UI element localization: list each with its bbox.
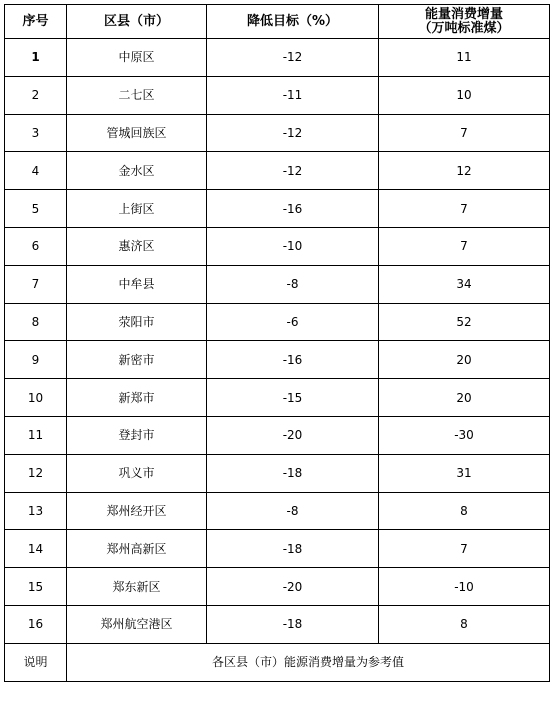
serial-cell: 14 <box>5 530 67 568</box>
serial-cell: 9 <box>5 341 67 379</box>
serial-cell: 8 <box>5 303 67 341</box>
table-row <box>5 265 550 303</box>
serial-cell: 15 <box>5 568 67 606</box>
serial-cell: 6 <box>5 227 67 265</box>
note-label: 说明 <box>5 643 67 681</box>
energy-increase-cell: 11 <box>379 39 550 77</box>
energy-increase-cell: 8 <box>379 605 550 643</box>
reduction-target-cell: -6 <box>207 303 379 341</box>
reduction-target-cell: -12 <box>207 39 379 77</box>
energy-increase-cell: 7 <box>379 227 550 265</box>
table-row <box>5 605 550 643</box>
reduction-target-cell: -18 <box>207 454 379 492</box>
serial-cell: 13 <box>5 492 67 530</box>
serial-cell: 10 <box>5 379 67 417</box>
reduction-target-cell: -18 <box>207 530 379 568</box>
reduction-target-cell: -15 <box>207 379 379 417</box>
district-cell: 中原区 <box>67 39 207 77</box>
table-row <box>5 76 550 114</box>
district-cell: 惠济区 <box>67 227 207 265</box>
reduction-target-cell: -20 <box>207 568 379 606</box>
district-cell: 登封市 <box>67 416 207 454</box>
energy-increase-cell: 20 <box>379 379 550 417</box>
district-cell: 中牟县 <box>67 265 207 303</box>
header-row <box>5 5 550 39</box>
table-row <box>5 492 550 530</box>
energy-increase-cell: 7 <box>379 114 550 152</box>
header-energy-increase-line1: 能量消费增量 <box>424 6 503 22</box>
table-row <box>5 416 550 454</box>
serial-cell: 5 <box>5 190 67 228</box>
reduction-target-cell: -20 <box>207 416 379 454</box>
district-cell: 郑东新区 <box>67 568 207 606</box>
energy-increase-cell: 52 <box>379 303 550 341</box>
serial-cell: 4 <box>5 152 67 190</box>
note-row <box>5 643 550 681</box>
district-cell: 上街区 <box>67 190 207 228</box>
district-cell: 荥阳市 <box>67 303 207 341</box>
energy-increase-cell: 7 <box>379 530 550 568</box>
serial-cell: 11 <box>5 416 67 454</box>
header-energy-increase-line2: （万吨标准煤） <box>418 20 510 36</box>
table-row <box>5 454 550 492</box>
note-text: 各区县（市）能源消费增量为参考值 <box>67 643 550 681</box>
reduction-target-cell: -8 <box>207 492 379 530</box>
serial-cell: 3 <box>5 114 67 152</box>
reduction-target-cell: -10 <box>207 227 379 265</box>
reduction-target-cell: -12 <box>207 152 379 190</box>
table-row <box>5 114 550 152</box>
header-district: 区县（市） <box>67 5 207 39</box>
table-row <box>5 152 550 190</box>
energy-increase-cell: -10 <box>379 568 550 606</box>
district-cell: 新郑市 <box>67 379 207 417</box>
header-energy-increase <box>379 5 550 39</box>
reduction-target-cell: -11 <box>207 76 379 114</box>
reduction-target-cell: -18 <box>207 605 379 643</box>
reduction-target-cell: -12 <box>207 114 379 152</box>
energy-target-table <box>4 4 550 682</box>
table-row <box>5 341 550 379</box>
energy-increase-cell: 31 <box>379 454 550 492</box>
serial-cell: 2 <box>5 76 67 114</box>
district-cell: 郑州经开区 <box>67 492 207 530</box>
reduction-target-cell: -16 <box>207 190 379 228</box>
district-cell: 二七区 <box>67 76 207 114</box>
reduction-target-cell: -16 <box>207 341 379 379</box>
serial-cell: 1 <box>5 39 67 77</box>
district-cell: 郑州高新区 <box>67 530 207 568</box>
serial-cell: 16 <box>5 605 67 643</box>
table-row <box>5 303 550 341</box>
header-reduction-target: 降低目标（%） <box>207 5 379 39</box>
table-body <box>5 39 550 644</box>
energy-increase-cell: 12 <box>379 152 550 190</box>
reduction-target-cell: -8 <box>207 265 379 303</box>
district-cell: 新密市 <box>67 341 207 379</box>
serial-cell: 7 <box>5 265 67 303</box>
table-row <box>5 568 550 606</box>
energy-increase-cell: 10 <box>379 76 550 114</box>
energy-increase-cell: -30 <box>379 416 550 454</box>
energy-increase-cell: 7 <box>379 190 550 228</box>
district-cell: 郑州航空港区 <box>67 605 207 643</box>
table-row <box>5 379 550 417</box>
table-row <box>5 39 550 77</box>
serial-cell: 12 <box>5 454 67 492</box>
header-serial: 序号 <box>5 5 67 39</box>
table-row <box>5 190 550 228</box>
table-row <box>5 530 550 568</box>
energy-increase-cell: 8 <box>379 492 550 530</box>
district-cell: 金水区 <box>67 152 207 190</box>
energy-increase-cell: 34 <box>379 265 550 303</box>
district-cell: 巩义市 <box>67 454 207 492</box>
energy-increase-cell: 20 <box>379 341 550 379</box>
district-cell: 管城回族区 <box>67 114 207 152</box>
table-row <box>5 227 550 265</box>
